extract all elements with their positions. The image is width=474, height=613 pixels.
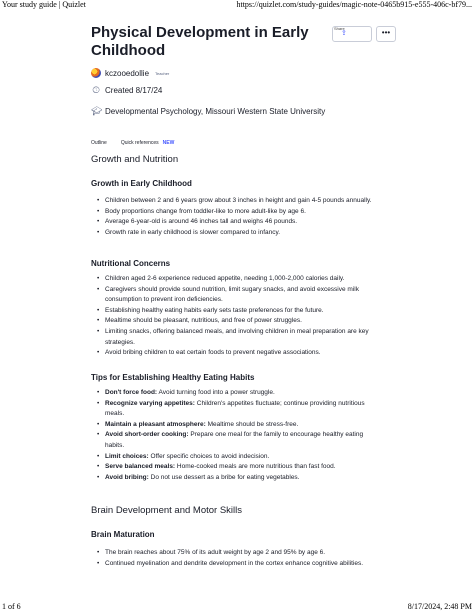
nutrition-list: [91, 274, 381, 359]
list-item: [91, 388, 381, 399]
list-item: • Caregivers should provide sound nutrition, limit sugary snacks, and avoid excessive milk consumption to prevent iron deficiencies.: [91, 285, 381, 306]
tips-list: [91, 388, 381, 483]
subheading-brain-maturation: Brain Maturation: [91, 530, 155, 539]
course-link[interactable]: Developmental Psychology, Missouri Western State University: [105, 107, 326, 116]
list-item: • Limiting snacks, offering balanced meals, and involving children in meal preparation are key strategies.: [91, 327, 381, 348]
tip-label: Avoid bribing:: [105, 473, 149, 481]
tip-label: Avoid short-order cooking:: [105, 431, 189, 439]
role-badge: Teacher: [155, 70, 170, 76]
more-options-button[interactable]: •••: [376, 26, 396, 42]
growth-list: [91, 196, 381, 238]
share-button[interactable]: [332, 26, 372, 42]
list-item: • Growth rate in early childhood is slower compared to infancy.: [91, 228, 381, 239]
author-name[interactable]: kczooedollie: [105, 68, 150, 78]
new-badge: NEW: [162, 140, 175, 146]
share-icon: ⇪: [341, 30, 347, 37]
print-header-title: Your study guide | Quizlet: [2, 0, 86, 9]
list-item: [91, 473, 381, 484]
list-item: • Establishing healthy eating habits early sets taste preferences for the future.: [91, 306, 381, 317]
tab-outline[interactable]: Outline: [91, 140, 107, 146]
page-title: Physical Development in Early Childhood: [91, 24, 309, 59]
tip-text: Mealtime should be stress-free.: [205, 420, 299, 428]
graduation-cap-icon: 🎓︎: [91, 106, 103, 116]
list-item: • The brain reaches about 75% of its adult weight by age 2 and 95% by age 6.: [91, 548, 381, 559]
list-item: • Mealtime should be pleasant, nutritious, and free of power struggles.: [91, 316, 381, 327]
course-row: [91, 106, 325, 117]
tip-label: Recognize varying appetites:: [105, 399, 195, 407]
action-bar: [332, 26, 396, 42]
list-item: • Children between 2 and 6 years grow about 3 inches in height and gain 4-5 pounds annually.: [91, 196, 381, 207]
share-label: Share: [334, 26, 345, 31]
list-item: [91, 430, 381, 451]
tip-text: Do not use dessert as a bribe for eating vegetables.: [148, 473, 300, 481]
subheading-growth-early-childhood: Growth in Early Childhood: [91, 179, 192, 188]
page-counter: 1 of 6: [2, 602, 21, 611]
list-item: [91, 452, 381, 463]
list-item: • Body proportions change from toddler-like to more adult-like by age 6.: [91, 207, 381, 218]
list-item: [91, 399, 381, 420]
avatar[interactable]: [91, 68, 101, 78]
list-item: • Children aged 2-6 experience reduced appetite, needing 1,000-2,000 calories daily.: [91, 274, 381, 285]
tip-label: Limit choices:: [105, 452, 149, 460]
tab-quick-references[interactable]: Quick references: [120, 140, 159, 146]
section-heading-growth: Growth and Nutrition: [91, 154, 179, 165]
tip-text: Prepare one meal for the family to encourage healthy eating habits.: [105, 431, 364, 449]
print-header: [0, 0, 474, 12]
tip-text: Offer specific choices to avoid indecision.: [148, 452, 270, 460]
created-row: [91, 85, 162, 96]
list-item: [91, 420, 381, 431]
subheading-nutritional-concerns: Nutritional Concerns: [91, 259, 171, 268]
list-item: • Avoid bribing children to eat certain foods to prevent negative associations.: [91, 348, 381, 359]
brain-list: [91, 548, 381, 569]
list-item: • Continued myelination and dendrite development in the cortex enhance cognitive abilities.: [91, 559, 381, 570]
print-footer: [0, 601, 474, 613]
print-header-url: https://quizlet.com/study-guides/magic-note-0465b915-e555-406c-bf79...: [236, 0, 472, 9]
tab-bar: [91, 140, 188, 146]
author-row: [91, 68, 169, 78]
study-guide-content: [91, 24, 396, 567]
list-item: • Average 6-year-old is around 46 inches tall and weighs 46 pounds.: [91, 217, 381, 228]
print-timestamp: 8/17/2024, 2:48 PM: [407, 602, 472, 611]
created-date: Created 8/17/24: [105, 86, 163, 95]
tip-label: Don't force food:: [105, 389, 158, 396]
clock-icon: 🕓︎: [92, 85, 100, 95]
tip-label: Maintain a pleasant atmosphere:: [105, 420, 206, 428]
tip-text: Home-cooked meals are more nutritious than fast food.: [175, 463, 336, 471]
section-heading-brain: Brain Development and Motor Skills: [91, 505, 243, 516]
subheading-tips: Tips for Establishing Healthy Eating Habits: [91, 373, 255, 382]
list-item: [91, 462, 381, 473]
tip-text: Children's appetites fluctuate; continue providing nutritious meals.: [105, 399, 365, 418]
tip-label: Serve balanced meals:: [105, 463, 176, 471]
tip-text: Avoid turning food into a power struggle.: [157, 389, 275, 396]
